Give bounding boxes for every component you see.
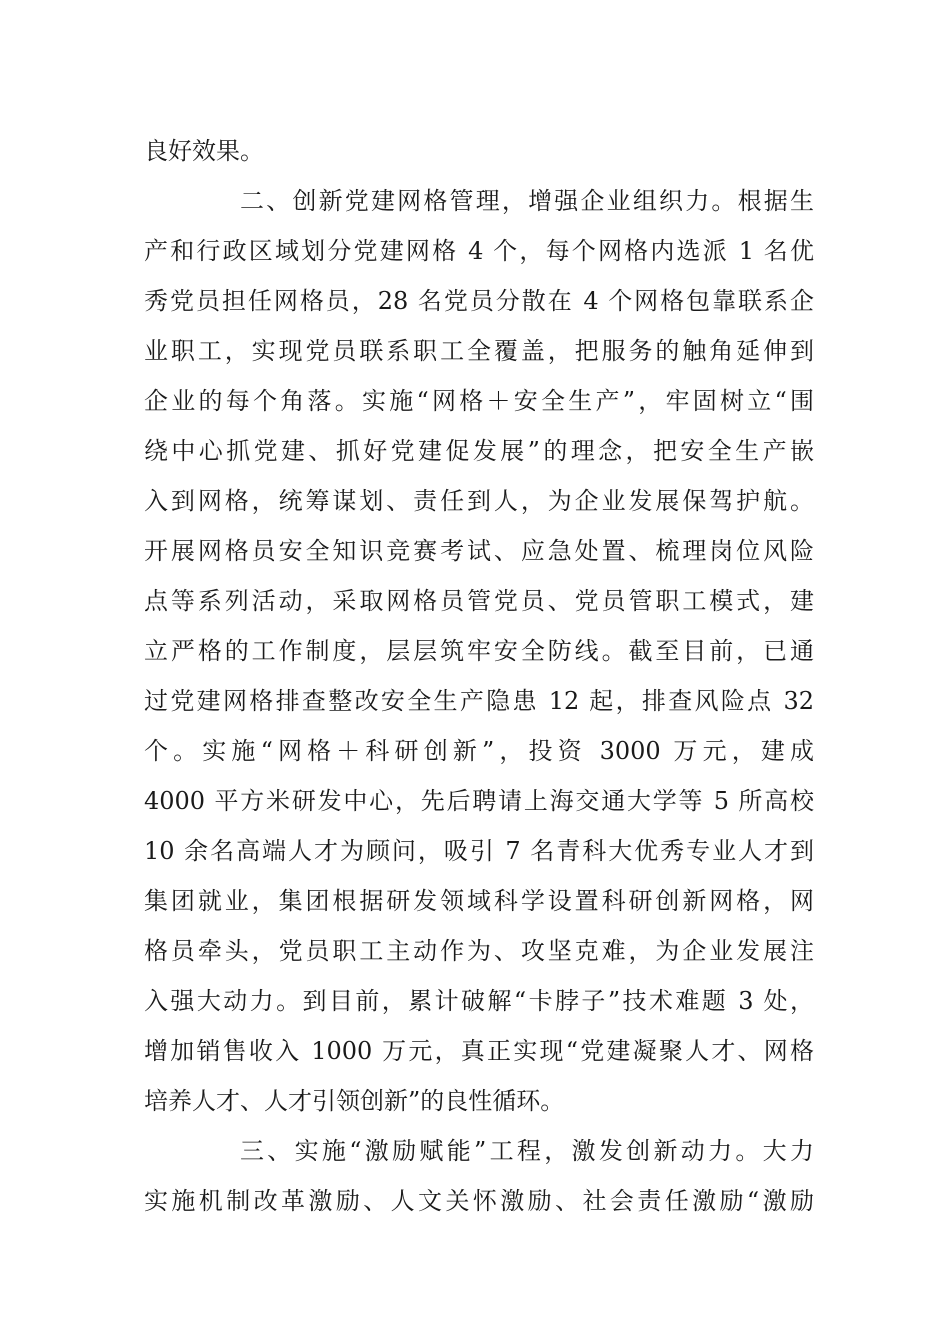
- text-line: 格员牵头，党员职工主动作为、攻坚克难，为企业发展注: [144, 937, 814, 965]
- text-line: 集团就业，集团根据研发领域科学设置科研创新网格，网: [144, 887, 814, 915]
- text-line: 立严格的工作制度，层层筑牢安全防线。截至目前，已通: [144, 637, 814, 665]
- section-heading-line: 二、创新党建网格管理，增强企业组织力。根据生: [240, 187, 814, 215]
- text-line: 良好效果。: [144, 137, 264, 165]
- text-line: 秀党员担任网格员，28 名党员分散在 4 个网格包靠联系企: [144, 287, 814, 315]
- text-line: 开展网格员安全知识竞赛考试、应急处置、梳理岗位风险: [144, 537, 814, 565]
- text-line: 企业的每个角落。实施“网格＋安全生产”，牢固树立“围: [144, 387, 814, 415]
- text-line: 实施机制改革激励、人文关怀激励、社会责任激励“激励: [144, 1187, 814, 1215]
- text-line: 入到网格，统筹谋划、责任到人，为企业发展保驾护航。: [144, 487, 814, 515]
- text-line: 4000 平方米研发中心，先后聘请上海交通大学等 5 所高校: [144, 787, 814, 815]
- text-line: 产和行政区域划分党建网格 4 个，每个网格内选派 1 名优: [144, 237, 814, 265]
- text-line: 过党建网格排查整改安全生产隐患 12 起，排查风险点 32: [144, 687, 814, 715]
- text-line: 业职工，实现党员联系职工全覆盖，把服务的触角延伸到: [144, 337, 814, 365]
- text-line: 点等系列活动，采取网格员管党员、党员管职工模式，建: [144, 587, 814, 615]
- section-heading-line: 三、实施“激励赋能”工程，激发创新动力。大力: [240, 1137, 814, 1165]
- text-line: 培养人才、人才引领创新”的良性循环。: [144, 1087, 565, 1115]
- text-line: 绕中心抓党建、抓好党建促发展”的理念，把安全生产嵌: [144, 437, 814, 465]
- text-line: 个。实施“网格＋科研创新”，投资 3000 万元，建成: [144, 737, 814, 765]
- text-line: 入强大动力。到目前，累计破解“卡脖子”技术难题 3 处，: [144, 987, 814, 1015]
- text-line: 增加销售收入 1000 万元，真正实现“党建凝聚人才、网格: [144, 1037, 814, 1065]
- text-line: 10 余名高端人才为顾问，吸引 7 名青科大优秀专业人才到: [144, 837, 814, 865]
